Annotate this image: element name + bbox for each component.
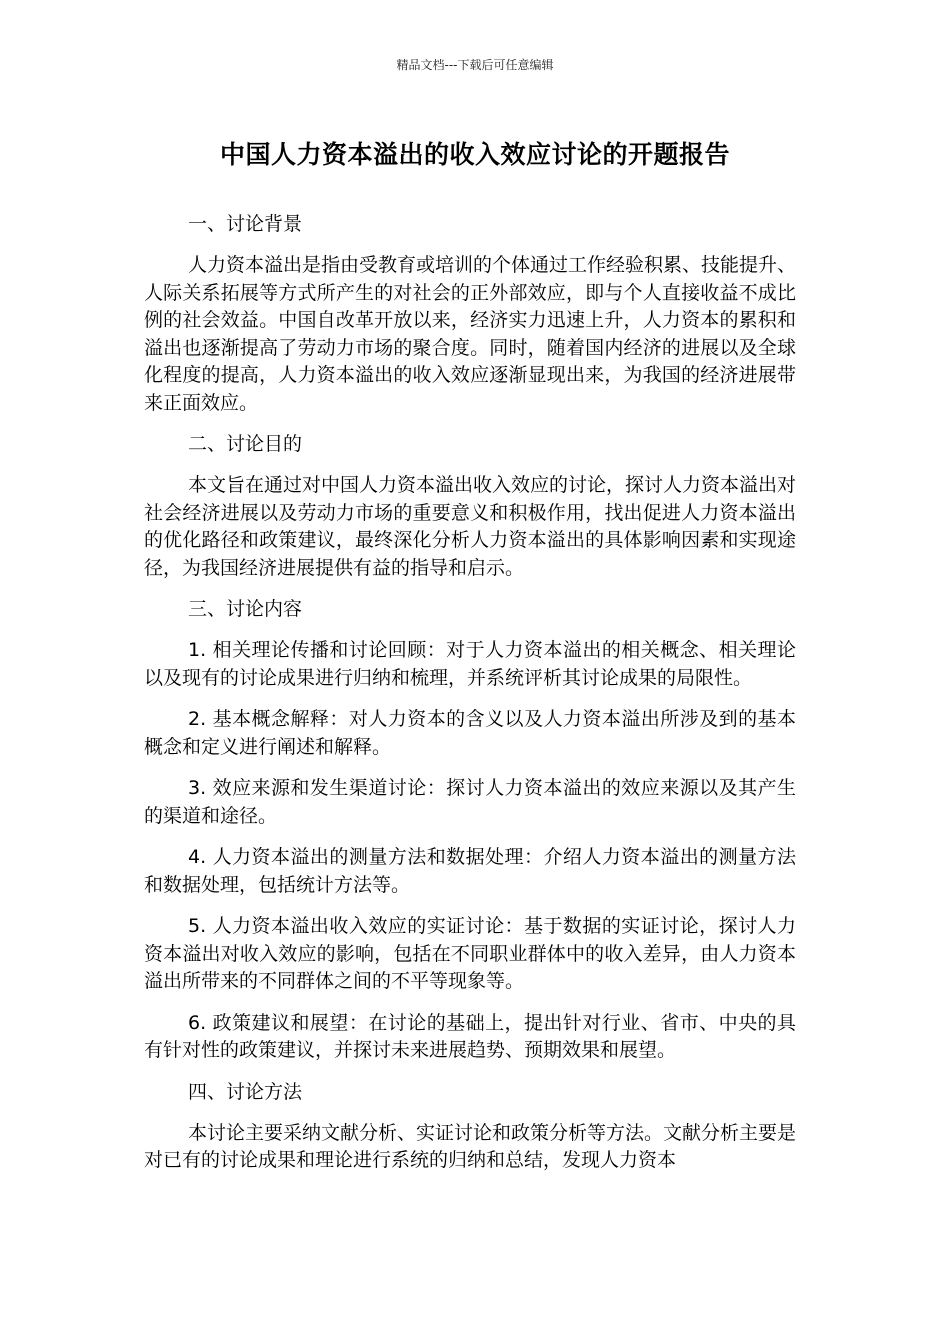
paragraph: 本文旨在通过对中国人力资本溢出收入效应的讨论，探讨人力资本溢出对社会经济进展以及劳动力市场的重要意义和积极作用，找出促进人力资本溢出的优化路径和政策建议，最终深化分析人力资本溢出的具体影响因素和实现途径，为我国经济进展提供有益的指导和启示。 [144, 474, 797, 579]
section-content [144, 596, 796, 1065]
section-heading: 四、讨论方法 [188, 1080, 303, 1103]
list-item: 6. 政策建议和展望：在讨论的基础上，提出针对行业、省市、中央的具有针对性的政策建议，并探讨未来进展趋势、预期效果和展望。 [144, 1011, 796, 1061]
list-item: 4. 人力资本溢出的测量方法和数据处理：介绍人力资本溢出的测量方法和数据处理，包括统计方法等。 [144, 846, 796, 896]
document-body [144, 211, 796, 1189]
section-heading: 一、讨论背景 [188, 213, 303, 235]
section-heading: 二、讨论目的 [188, 433, 303, 455]
header-note: 精品文档---下载后可任意编辑 [396, 58, 554, 72]
paragraph: 本讨论主要采纳文献分析、实证讨论和政策分析等方法。文献分析主要是对已有的讨论成果和理论进行系统的归纳和总结，发现人力资本 [144, 1121, 797, 1171]
list-item: 3. 效应来源和发生渠道讨论：探讨人力资本溢出的效应来源以及其产生的渠道和途径。 [144, 777, 796, 827]
list-item: 2. 基本概念解释：对人力资本的含义以及人力资本溢出所涉及到的基本概念和定义进行阐述和解释。 [144, 708, 796, 758]
section-purpose [144, 431, 796, 582]
list-item: 1. 相关理论传播和讨论回顾：对于人力资本溢出的相关概念、相关理论以及现有的讨论成果进行归纳和梳理，并系统评析其讨论成果的局限性。 [144, 639, 796, 689]
section-method [144, 1079, 796, 1175]
document-title: 中国人力资本溢出的收入效应讨论的开题报告 [219, 140, 730, 169]
section-heading: 三、讨论内容 [188, 598, 303, 620]
section-background [144, 211, 796, 417]
paragraph: 人力资本溢出是指由受教育或培训的个体通过工作经验积累、技能提升、人际关系拓展等方式所产生的对社会的正外部效应，即与个人直接收益不成比例的社会效益。中国自改革开放以来，经济实力迅速上升，人力资本的累积和溢出也逐渐提高了劳动力市场的聚合度。同时，随着国内经济的进展以及全球化程度的提高，人力资本溢出的收入效应逐渐显现出来，为我国的经济进展带来正面效应。 [144, 254, 797, 414]
list-item: 5. 人力资本溢出收入效应的实证讨论：基于数据的实证讨论，探讨人力资本溢出对收入效应的影响，包括在不同职业群体中的收入差异，由人力资本溢出所带来的不同群体之间的不平等现象等。 [144, 915, 796, 992]
